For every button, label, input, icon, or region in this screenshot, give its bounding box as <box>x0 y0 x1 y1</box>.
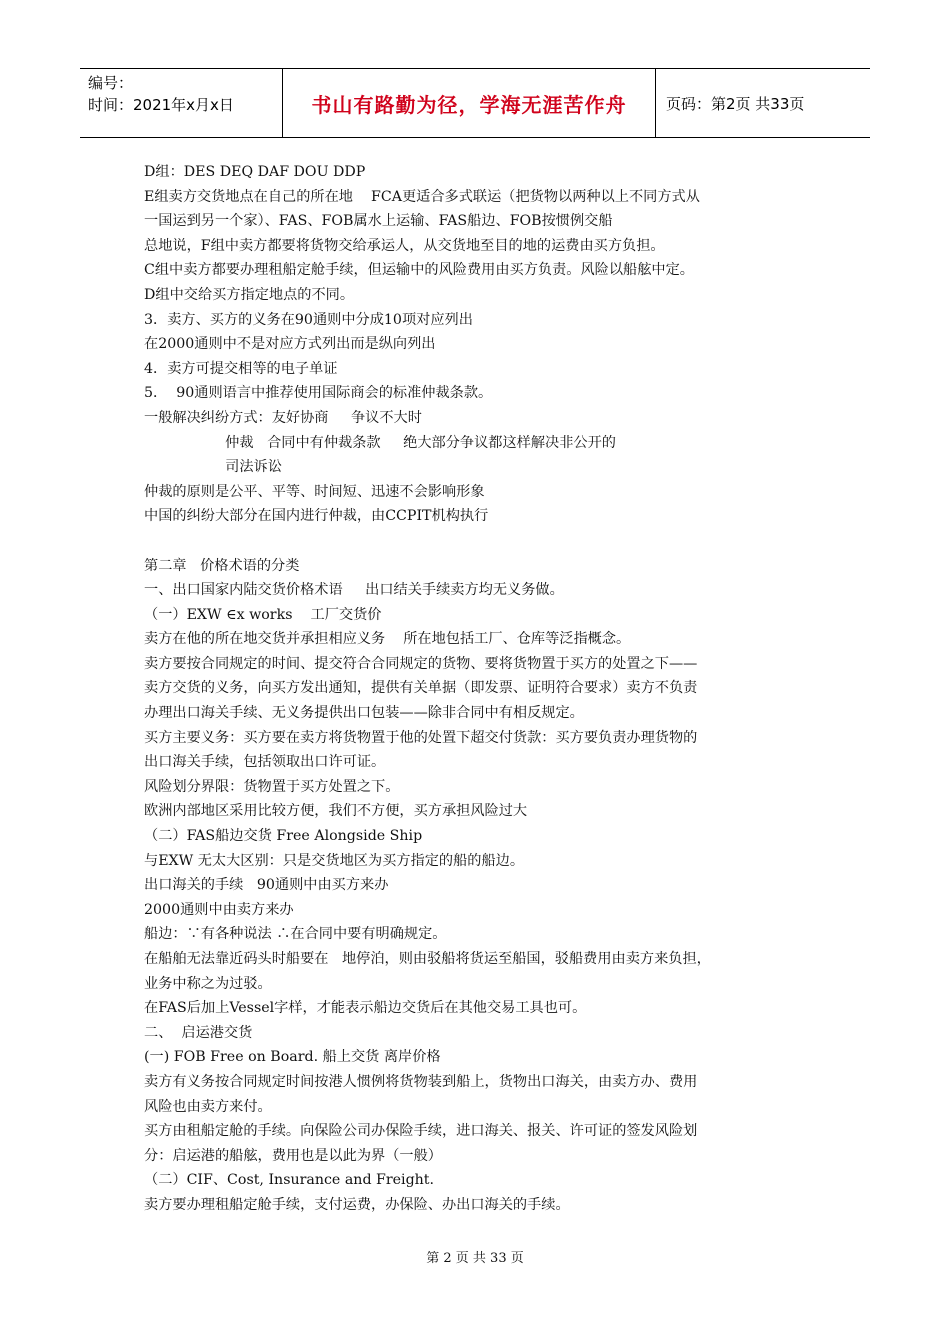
body-line: （二）FAS船边交货 Free Alongside Ship <box>144 828 423 845</box>
body-line: （二）CIF、Cost, Insurance and Freight. <box>144 1172 435 1189</box>
body-line: (一) FOB Free on Board. 船上交货 离岸价格 <box>144 1049 441 1066</box>
body-line: 买方主要义务：买方要在卖方将货物置于他的处置下超交付货款：买方要负责办理货物的 <box>144 729 698 746</box>
document-body <box>144 160 824 1218</box>
body-line <box>144 529 824 554</box>
body-line: 分：启运港的船舷，费用也是以此为界（一般） <box>144 1147 442 1164</box>
header-meta <box>80 69 282 137</box>
body-line: 仲裁 合同中有仲裁条款 绝大部分争议都这样解决非公开的 <box>144 434 616 451</box>
body-line: 业务中称之为过驳。 <box>144 975 272 992</box>
body-line: 一国运到另一个家）、FAS、FOB属水上运输、FAS船边、FOB按惯例交船 <box>144 213 613 230</box>
body-line: 办理出口海关手续、无义务提供出口包装——除非合同中有相反规定。 <box>144 705 584 722</box>
body-line: 2000通则中由卖方来办 <box>144 901 294 918</box>
body-line: 风险划分界限：货物置于买方处置之下。 <box>144 778 400 795</box>
body-line: 3．卖方、买方的义务在90通则中分成10项对应列出 <box>144 311 473 328</box>
body-line: E组卖方交货地点在自己的所在地 FCA更适合多式联运（把货物以两种以上不同方式从 <box>144 188 700 205</box>
body-line: 卖方要办理租船定舱手续，支付运费，办保险、办出口海关的手续。 <box>144 1196 570 1213</box>
body-line: C组中卖方都要办理租船定舱手续，但运输中的风险费用由买方负责。风险以船舷中定。 <box>144 262 694 279</box>
body-line: 在FAS后加上Vessel字样，才能表示船边交货后在其他交易工具也可。 <box>144 1000 587 1017</box>
body-line: 一般解决纠纷方式：友好协商 争议不大时 <box>144 409 422 426</box>
document-date-label: 时间：2021年x月x日 <box>88 96 234 114</box>
body-line: 卖方交货的义务，向买方发出通知，提供有关单据（即发票、证明符合要求）卖方不负责 <box>144 680 698 697</box>
body-line: 第二章 价格术语的分类 <box>144 557 300 574</box>
body-line: 卖方要按合同规定的时间、提交符合合同规定的货物、要将货物置于买方的处置之下—— <box>144 655 698 672</box>
body-line: （一）EXW ∈x works 工厂交货价 <box>144 606 382 623</box>
body-line: 司法诉讼 <box>144 459 282 476</box>
body-line: 在船舶无法靠近码头时船要在 地停泊，则由驳船将货运至船国，驳船费用由卖方来负担， <box>144 951 711 967</box>
body-line: 风险也由卖方来付。 <box>144 1098 272 1115</box>
body-line: 买方由租船定舱的手续。向保险公司办保险手续，进口海关、报关、许可证的签发风险划 <box>144 1123 698 1140</box>
page-footer: 第 2 页 共 33 页 <box>426 1251 524 1266</box>
body-line: 二、 启运港交货 <box>144 1024 253 1041</box>
body-line: 仲裁的原则是公平、平等、时间短、迅速不会影响形象 <box>144 483 485 500</box>
body-line: D组：DES DEQ DAF DOU DDP <box>144 164 366 180</box>
body-line: 4．卖方可提交相等的电子单证 <box>144 360 338 377</box>
header-motto: 书山有路勤为径，学海无涯苦作舟 <box>282 69 656 137</box>
body-line: 中国的纠纷大部分在国内进行仲裁，由CCPIT机构执行 <box>144 508 489 525</box>
body-line: 船边：∵有各种说法 ∴在合同中要有明确规定。 <box>144 926 447 943</box>
body-line: 在2000通则中不是对应方式列出而是纵向列出 <box>144 336 436 353</box>
body-line: 卖方有义务按合同规定时间按港人惯例将货物装到船上，货物出口海关，由卖方办、费用 <box>144 1073 698 1090</box>
header-page-info: 页码：第2页 共33页 <box>666 94 805 113</box>
body-line: 欧洲内部地区采用比较方便，我们不方便，买方承担风险过大 <box>144 803 528 820</box>
body-line: 出口海关手续，包括领取出口许可证。 <box>144 754 386 771</box>
body-line: 一、出口国家内陆交货价格术语 出口结关手续卖方均无义务做。 <box>144 582 564 599</box>
body-line: 总地说，F组中卖方都要将货物交给承运人，从交货地至目的地的运费由买方负担。 <box>144 237 665 254</box>
body-line: 5． 90通则语言中推荐使用国际商会的标准仲裁条款。 <box>144 385 493 402</box>
body-line: D组中交给买方指定地点的不同。 <box>144 286 355 303</box>
document-number-label: 编号： <box>88 74 134 92</box>
body-line: 与EXW 无太大区别：只是交货地区为买方指定的船的船边。 <box>144 852 525 869</box>
body-line: 卖方在他的所在地交货并承担相应义务 所在地包括工厂、仓库等泛指概念。 <box>144 631 631 648</box>
body-line: 出口海关的手续 90通则中由买方来办 <box>144 877 389 894</box>
page-header <box>80 68 870 138</box>
